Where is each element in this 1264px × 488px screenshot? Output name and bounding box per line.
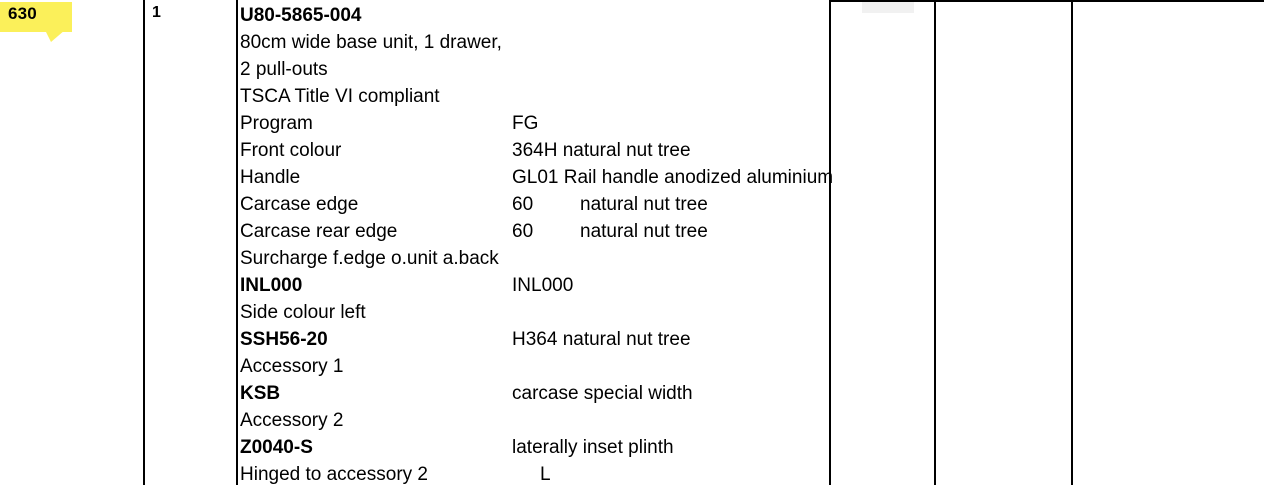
attribute-row — [240, 353, 820, 380]
attribute-value-secondary: natural nut tree — [580, 194, 708, 215]
attribute-value: H364 natural nut tree — [512, 329, 691, 350]
attribute-label: Program — [240, 113, 313, 134]
attribute-row — [240, 380, 820, 407]
attribute-row — [240, 434, 820, 461]
attribute-value: INL000 — [512, 275, 574, 296]
quantity-highlight-marker — [0, 2, 86, 48]
attribute-label: Z0040-S — [240, 437, 313, 458]
article-number: U80-5865-004 — [240, 5, 362, 26]
attribute-value: 364H natural nut tree — [512, 140, 691, 161]
table-column-rule-4 — [934, 0, 936, 485]
attribute-value: 60 — [512, 194, 534, 215]
attribute-label: Carcase edge — [240, 194, 359, 215]
attribute-row — [240, 245, 820, 272]
table-column-rule-1 — [143, 0, 145, 485]
description-text: TSCA Title VI compliant — [240, 86, 440, 107]
attribute-row — [240, 326, 820, 353]
table-column-rule-5 — [1071, 0, 1073, 485]
table-column-rule-2 — [236, 0, 238, 485]
attribute-label: Front colour — [240, 140, 342, 161]
attribute-value: L — [540, 464, 551, 485]
attribute-row — [240, 407, 820, 434]
attribute-row — [240, 110, 820, 137]
quantity-value: 630 — [8, 4, 37, 23]
scan-artifact — [862, 2, 914, 13]
attribute-label: Hinged to accessory 2 — [240, 464, 428, 485]
attribute-value: 60 — [512, 221, 534, 242]
attribute-row — [240, 137, 820, 164]
attribute-label: Handle — [240, 167, 301, 188]
attribute-label: Carcase rear edge — [240, 221, 398, 242]
line-item-description — [240, 2, 834, 488]
description-line — [240, 83, 820, 110]
attribute-label: INL000 — [240, 275, 303, 296]
attribute-row — [240, 164, 834, 191]
attribute-label: Side colour left — [240, 302, 366, 323]
attribute-row — [240, 218, 820, 245]
attribute-value: GL01 Rail handle anodized aluminium — [512, 167, 834, 188]
attribute-label: Accessory 2 — [240, 410, 344, 431]
table-column-rule-3 — [829, 0, 831, 485]
attribute-label: SSH56-20 — [240, 329, 328, 350]
article-number-line — [240, 2, 820, 29]
position-number: 1 — [152, 4, 161, 21]
attribute-row — [240, 299, 820, 326]
attribute-value-secondary: natural nut tree — [580, 221, 708, 242]
attribute-label: Surcharge f.edge o.unit a.back — [240, 248, 499, 269]
attribute-row — [240, 191, 820, 218]
description-line — [240, 29, 820, 56]
attribute-label: Accessory 1 — [240, 356, 344, 377]
description-text: 80cm wide base unit, 1 drawer, — [240, 32, 502, 53]
attribute-label: KSB — [240, 383, 281, 404]
description-line — [240, 56, 820, 83]
highlight-swatch-tail — [42, 24, 72, 42]
attribute-row — [240, 461, 820, 488]
attribute-value: laterally inset plinth — [512, 437, 674, 458]
description-text: 2 pull-outs — [240, 59, 328, 80]
attribute-value: FG — [512, 113, 539, 134]
attribute-row — [240, 272, 820, 299]
attribute-value: carcase special width — [512, 383, 693, 404]
